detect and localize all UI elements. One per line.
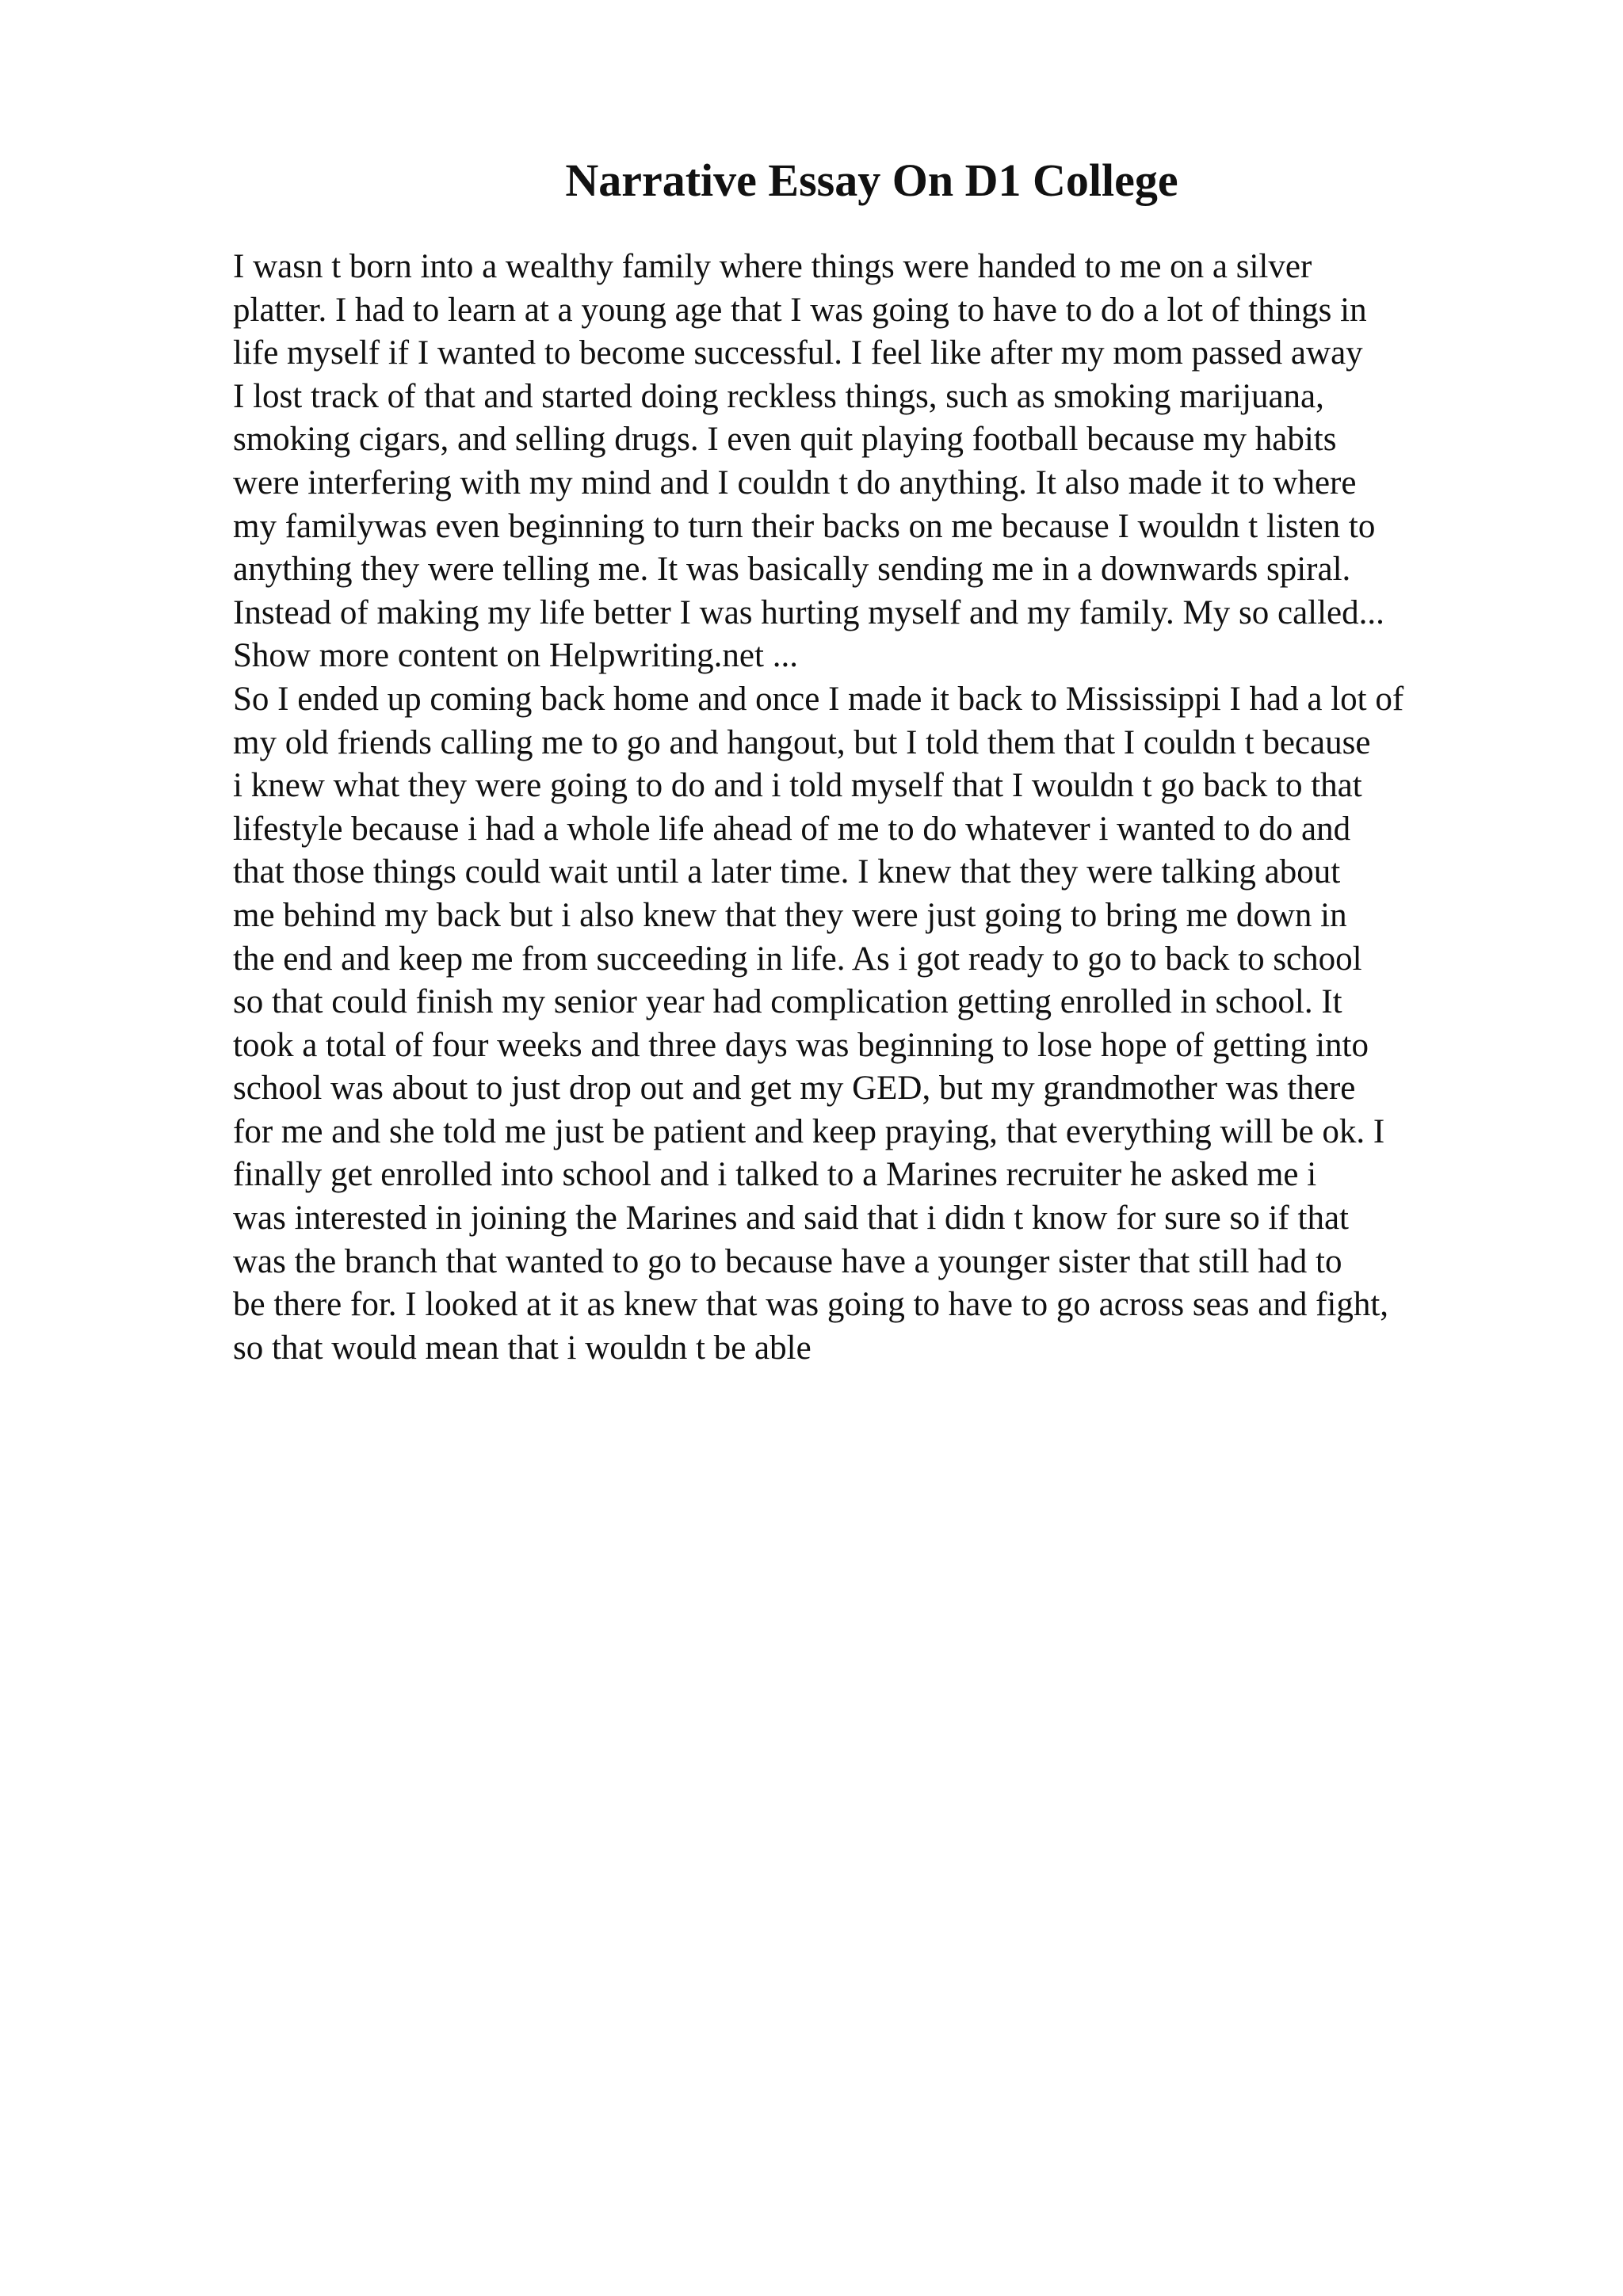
text-line: I wasn t born into a wealthy family where things were handed to me on a silver [233,248,1312,285]
text-line: were interfering with my mind and I couldn t do anything. It also made it to where [233,463,1357,502]
text-line: took a total of four weeks and three days was beginning to lose hope of getting into [233,1026,1369,1064]
text-line: I lost track of that and started doing reckless things, such as smoking marijuana, [233,377,1324,415]
show-more-link[interactable]: Show more content on Helpwriting.net ... [233,637,798,675]
text-line: me behind my back but i also knew that they were just going to bring me down in [233,896,1347,934]
text-line: be there for. I looked at it as knew that was going to have to go across seas and fight, [233,1286,1389,1324]
text-line: that those things could wait until a later time. I knew that they were talking about [233,853,1341,891]
text-line: lifestyle because i had a whole life ahead of me to do whatever i wanted to do and [233,810,1351,848]
text-line: finally get enrolled into school and i talked to a Marines recruiter he asked me i [233,1156,1317,1194]
text-line: my familywas even beginning to turn their backs on me because I wouldn t listen to [233,507,1376,545]
text-line: for me and she told me just be patient and keep praying, that everything will be ok. I [233,1112,1385,1150]
text-line: anything they were telling me. It was basically sending me in a downwards spiral. [233,551,1351,589]
text-line: so that could finish my senior year had complication getting enrolled in school. It [233,983,1342,1021]
text-line: my old friends calling me to go and hangout, but I told them that I couldn t because [233,723,1371,761]
text-line: So I ended up coming back home and once I made it back to Mississippi I had a lot of [233,680,1404,718]
text-line: platter. I had to learn at a young age that I was going to have to do a lot of things in [233,291,1367,329]
text-line: i knew what they were going to do and i told myself that I wouldn t go back to that [233,767,1362,805]
text-line: so that would mean that i wouldn t be able [233,1329,812,1367]
essay-body [233,246,1403,1370]
text-line: smoking cigars, and selling drugs. I even quit playing football because my habits [233,421,1337,459]
text-line: the end and keep me from succeeding in life. As i got ready to go to back to school [233,940,1362,978]
text-line: was interested in joining the Marines and said that i didn t know for sure so if that [233,1199,1349,1238]
text-line: life myself if I wanted to become successful. I feel like after my mom passed away [233,334,1363,372]
text-line: Instead of making my life better I was hurting myself and my family. My so called... [233,593,1384,631]
text-line: school was about to just drop out and get my GED, but my grandmother was there [233,1070,1356,1108]
document-title: Narrative Essay On D1 College [565,154,1178,206]
text-line: was the branch that wanted to go to because have a younger sister that still had to [233,1242,1342,1280]
